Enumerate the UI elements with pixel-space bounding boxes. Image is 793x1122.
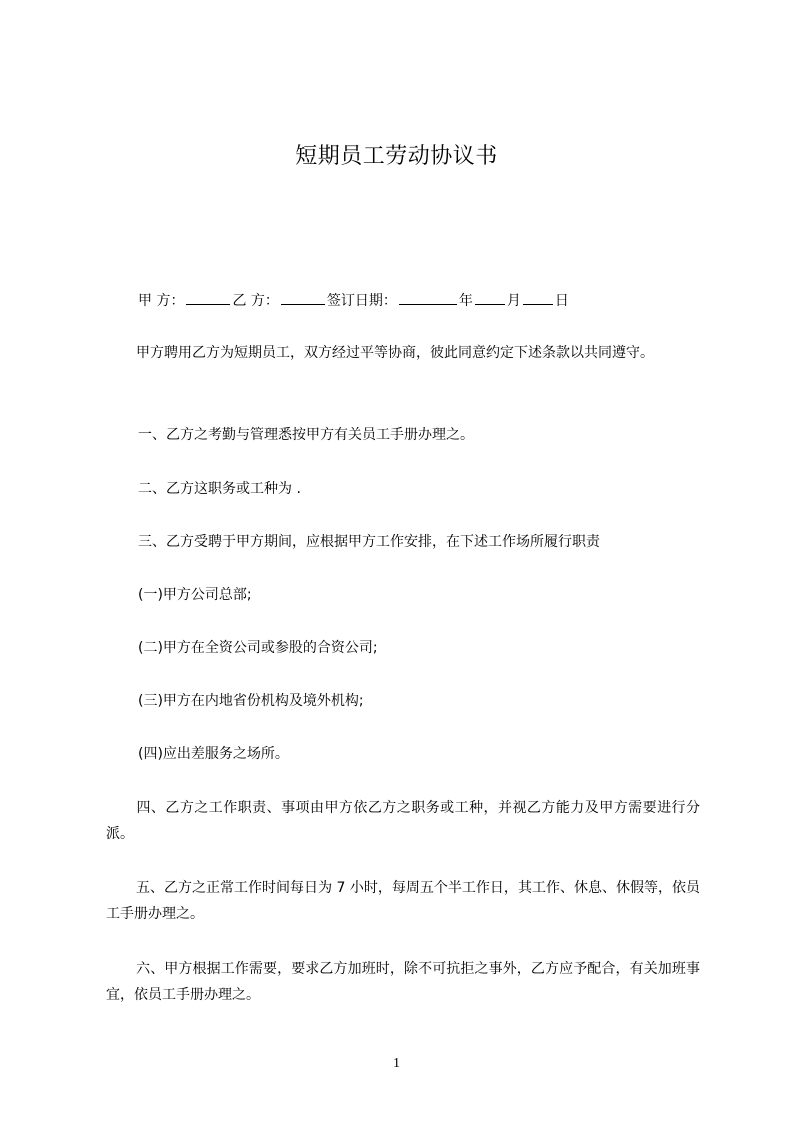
page-number: 1 [393, 1056, 400, 1071]
year-blank [399, 290, 457, 305]
clause-4: 四、乙方之工作职责、事项由甲方依乙方之职务或工种，并视乙方能力及甲方需要进行分派。 [106, 800, 700, 842]
day-label: 日 [554, 293, 569, 309]
sign-date-label: 签订日期： [326, 293, 397, 309]
clause-1: 一、乙方之考勤与管理悉按甲方有关员工手册办理之。 [138, 427, 474, 443]
clause-5: 五、乙方之正常工作时间每日为 7 小时，每周五个半工作日，其工作、休息、休假等，依员工手册办理之。 [106, 880, 700, 922]
clause-3-item-3: (三)甲方在内地省份机构及境外机构; [138, 693, 364, 709]
header-fields [138, 290, 569, 311]
party-b-label: 乙 方： [232, 293, 279, 309]
day-blank [523, 290, 553, 305]
party-a-blank [186, 290, 230, 305]
clause-3-item-4: (四)应出差服务之场所。 [138, 746, 289, 762]
clause-3-item-1: (一)甲方公司总部; [138, 587, 252, 603]
month-blank [475, 290, 505, 305]
party-b-blank [281, 290, 325, 305]
month-label: 月 [506, 293, 521, 309]
party-a-label: 甲 方： [138, 293, 185, 309]
year-label: 年 [458, 293, 473, 309]
clause-3: 三、乙方受聘于甲方期间，应根据甲方工作安排，在下述工作场所履行职责 [138, 534, 600, 550]
document-title: 短期员工劳动协议书 [295, 144, 498, 169]
clause-2: 二、乙方这职务或工种为 . [138, 481, 301, 497]
clause-6: 六、甲方根据工作需要，要求乙方加班时，除不可抗拒之事外，乙方应予配合，有关加班事宜，依员工手册办理之。 [106, 961, 700, 1003]
intro-paragraph: 甲方聘用乙方为短期员工，双方经过平等协商，彼此同意约定下述条款以共同遵守。 [136, 345, 654, 361]
clause-3-item-2: (二)甲方在全资公司或参股的合资公司; [138, 640, 378, 656]
